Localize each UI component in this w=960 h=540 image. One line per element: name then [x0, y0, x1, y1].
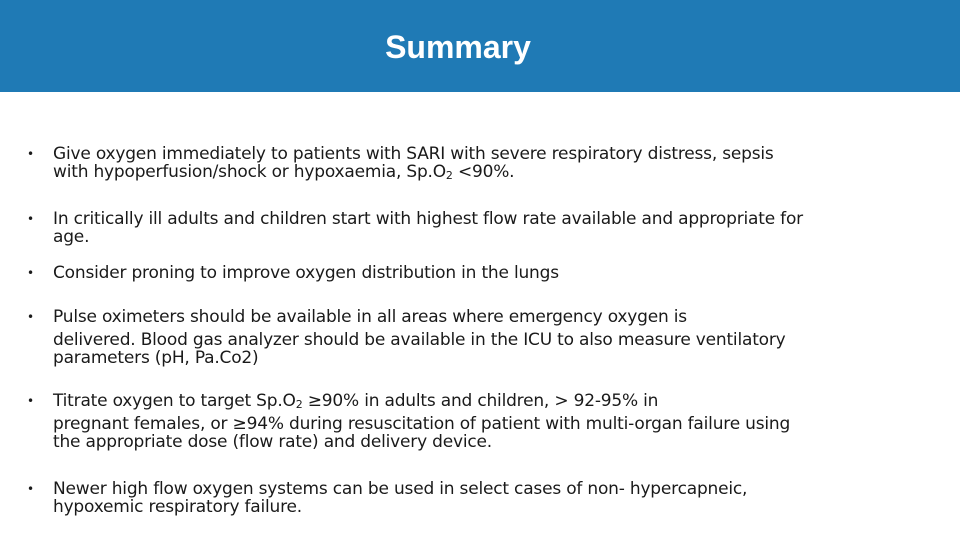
- slide-title: Summary: [385, 29, 531, 65]
- bullet-line: Titrate oxygen to target $Sp.O_2 \ge 90\%$ in adults and children, > 92-95% in: [53, 391, 659, 411]
- bullet-line: delivered. Blood gas analyzer should be available in the ICU to also measure ventilatory: [53, 330, 786, 350]
- bullet-marker: •: [27, 482, 34, 496]
- bullet-marker: •: [27, 394, 34, 408]
- bullet-line: age.: [53, 227, 90, 247]
- bullet-marker: •: [27, 266, 34, 280]
- subscript: 2: [295, 398, 303, 411]
- bullet-item: [27, 480, 907, 516]
- bullet-line: Pulse oximeters should be available in all areas where emergency oxygen is: [53, 307, 687, 327]
- bullet-line: hypoxemic respiratory failure.: [53, 497, 303, 517]
- bullet-line: with hypoperfusion/shock or hypoxaemia, $Sp.O_2 <90\%$.: [53, 162, 515, 182]
- bullet-marker: •: [27, 147, 34, 161]
- bullet-line: Consider proning to improve oxygen distribution in the lungs: [53, 263, 559, 283]
- bullet-line: pregnant females, or ≥94% during resuscitation of patient with multi-organ failure using: [53, 414, 791, 434]
- bullet-item: [27, 145, 907, 181]
- bullet-marker: •: [27, 212, 34, 226]
- bullet-line: Newer high flow oxygen systems can be used in select cases of non- hypercapneic,: [53, 479, 748, 499]
- bullet-item: [27, 392, 907, 451]
- bullet-marker: •: [27, 310, 34, 324]
- bullet-item: [27, 210, 907, 246]
- bullet-item: [27, 308, 907, 367]
- subscript: 2: [445, 169, 453, 182]
- bullet-line: the appropriate dose (flow rate) and delivery device.: [53, 432, 492, 452]
- bullet-line: Give oxygen immediately to patients with SARI with severe respiratory distress, sepsis: [53, 144, 774, 164]
- bullet-line: parameters (pH, Pa.Co2): [53, 348, 259, 368]
- bullet-line: In critically ill adults and children start with highest flow rate available and appropriate for: [53, 209, 803, 229]
- bullet-item: [27, 264, 907, 282]
